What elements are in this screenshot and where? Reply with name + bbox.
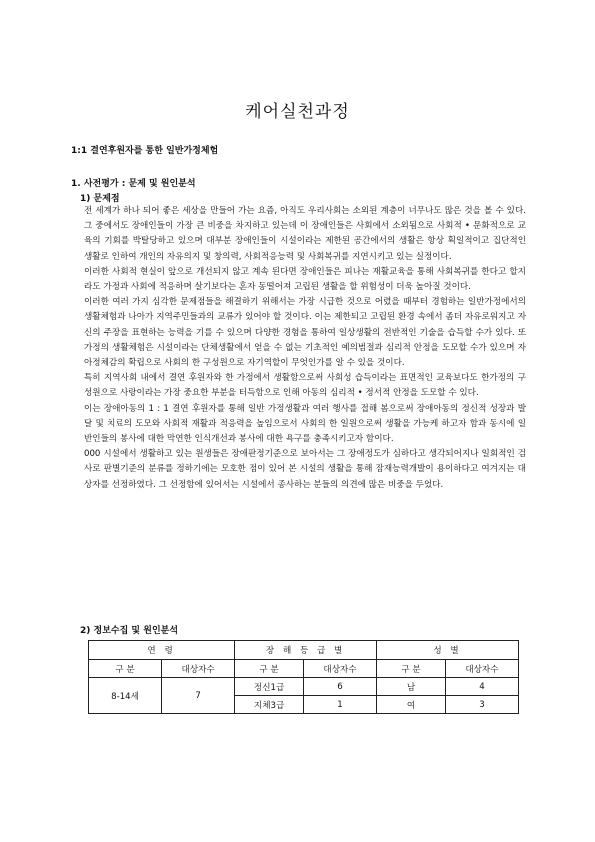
column-header: 대상자수	[303, 660, 376, 678]
section-heading: 1. 사전평가 : 문제 및 원인분석	[71, 179, 196, 189]
column-header: 구 분	[89, 660, 162, 678]
sex-count-cell: 4	[445, 678, 518, 696]
body-text	[84, 204, 526, 493]
column-header: 구 분	[235, 660, 304, 678]
group-header-grade: 장 해 등 급 별	[235, 641, 377, 660]
paragraph: 이러한 여러 가지 심각한 문제점들을 해결하기 위해서는 가장 시급한 것으로 어렸을 때부터 경험하는 일반가정에서의 생활체험과 나아가 지역주민들과의 교류가 있어야 할 것이다. 이는 제한되고 고립된 환경 속에서 좀더 자유로워지고 자신의 주장을 표현하는 능력을 기를 수 있으며 다양한 경험을 통하여 일상생활의 전반적인 기술을 습득할 수가 있다. 또 가정의 생활체험은 시설이라는 단체생활에서 얻을 수 없는 기초적인 예의범절과 심리적 안정을 도모할 수가 있으며 자아정체감의 확립으로 사회의 한 구성원으로 자기역할이 무엇인가를 알 수 있을 것이다.	[84, 297, 526, 369]
table-column-header-row	[89, 660, 519, 678]
paragraph: 이는 장애아동의 1 : 1 결연 후원자를 통해 일반 가정생활과 여러 행사를 접해 봄으로써 장애아동의 정신적 성장과 발달 및 치료의 도모와 사회적 재활과 적응력을 높임으로서 사회의 한 일원으로써 생활을 가능케 하고자 함과 동시에 일반인들의 봉사에 대한 막연한 인식개선과 봉사에 대한 욕구를 충족시키고자 함이다.	[84, 403, 526, 445]
subjects-table	[88, 640, 519, 714]
group-header-age: 연 령	[89, 641, 235, 660]
grade-cell: 지체3급	[235, 696, 304, 714]
age-count-cell: 7	[162, 678, 235, 714]
grade-count-cell: 6	[303, 678, 376, 696]
paragraph: 000 시설에서 생활하고 있는 원생들은 장애판정기준으로 보아서는 그 장애정도가 심하다고 생각되어지나 일회적인 검사로 판별기준의 분류를 정하기에는 모호한 점이 있어 본 시설의 생활을 통해 잠재능력개발이 용이하다고 여겨지는 대상자를 선정하였다. 그 선정함에 있어서는 시설에서 종사하는 분들의 의견에 많은 비중을 두었다.	[84, 449, 526, 490]
subsection-heading-problems: 1) 문제점	[80, 194, 120, 204]
table-row	[89, 678, 519, 696]
column-header: 대상자수	[445, 660, 518, 678]
sex-cell: 여	[377, 696, 446, 714]
sex-count-cell: 3	[445, 696, 518, 714]
age-cell: 8-14세	[89, 678, 162, 714]
sex-cell: 남	[377, 678, 446, 696]
group-header-sex: 성 별	[377, 641, 519, 660]
grade-cell: 정신1급	[235, 678, 304, 696]
paragraph: 전 세계가 하나 되어 좋은 세상을 만들어 가는 요즘, 아직도 우리사회는 소외된 계층이 너무나도 많은 것을 볼 수 있다. 그 중에서도 장애인들이 가장 큰 비중을 차지하고 있는데 이 장애인들은 사회에서 소외됨으로 사회적 • 문화적으로 교육의 기회를 박탈당하고 있으며 대부분 장애인들이 시설이라는 제한된 공간에서의 생활은 항상 획일적이고 집단적인 생활로 인하여 개인의 자유의지 및 창의력, 사회적응능력 및 사회복귀를 지연시키고 있는 실정이다.	[84, 206, 526, 262]
document-subtitle: 1:1 결연후원자를 통한 일반가정체험	[71, 146, 219, 156]
document-title: 케어실천과정	[245, 102, 350, 122]
paragraph: 특히 지역사회 내에서 결연 후원자와 한 가정에서 생활함으로써 사회성 습득이라는 표면적인 교육보다도 한가정의 구성원으로 사랑이라는 가장 중요한 부분을 터득함으로 인해 아동의 심리적 • 정서적 안정을 도모할 수 있다.	[84, 373, 526, 399]
subsection-heading-info: 2) 정보수집 및 원인분석	[80, 626, 179, 636]
column-header: 대상자수	[162, 660, 235, 678]
grade-count-cell: 1	[303, 696, 376, 714]
paragraph: 이러한 사회적 현실이 앞으로 개선되지 않고 계속 된다면 장애인들은 피나는 재활교육을 통해 사회복귀를 한다고 할지라도 가정과 사회에 적응하며 살기보다는 혼자 동떨어져 고립된 생활을 할 위험성이 더욱 높아질 것이다.	[84, 266, 526, 293]
column-header: 구 분	[377, 660, 446, 678]
table-group-header-row	[89, 641, 519, 660]
